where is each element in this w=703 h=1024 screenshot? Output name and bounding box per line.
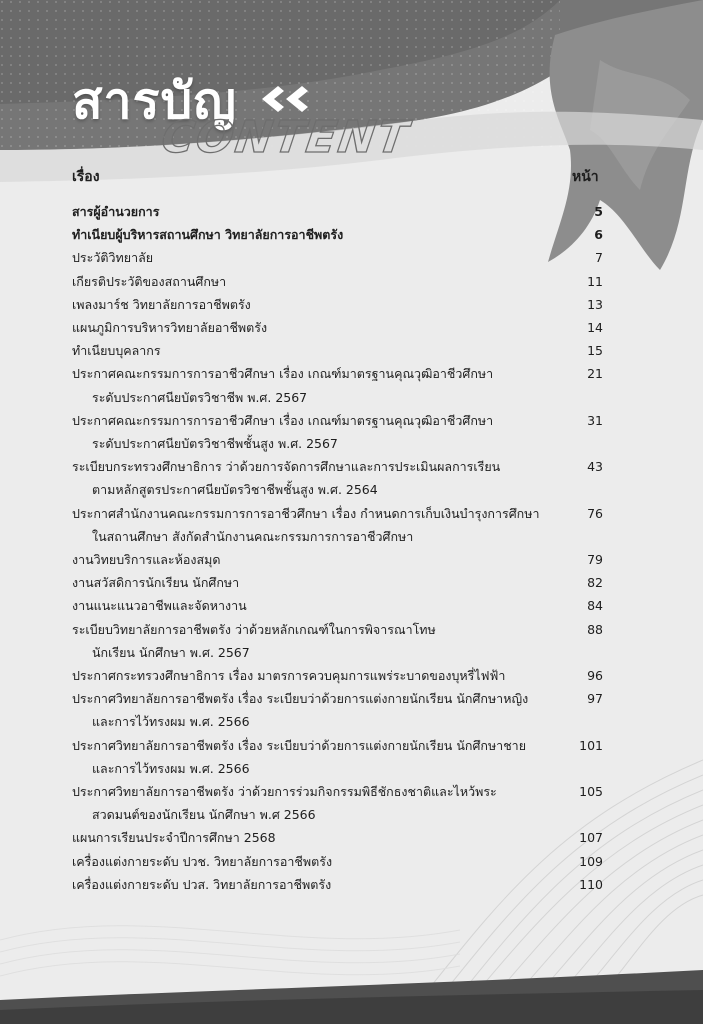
toc-entry xyxy=(72,293,603,316)
toc-entry-title-line: เครื่องแต่งกายระดับ ปวช. วิทยาลัยการอาชีพตรัง xyxy=(72,853,333,869)
toc-entry xyxy=(72,270,603,293)
toc-entry xyxy=(72,780,603,826)
toc-entry-title-continuation: ระดับประกาศนียบัตรวิชาชีพ พ.ศ. 2567 xyxy=(92,389,308,405)
toc-entry-title xyxy=(72,548,569,571)
toc-entry xyxy=(72,873,603,896)
toc-entry xyxy=(72,409,603,455)
toc-entry-title-line: ประกาศคณะกรรมการการอาชีวศึกษา เรื่อง เกณฑ์มาตรฐานคุณวุฒิอาชีวศึกษา xyxy=(72,366,494,382)
toc-entry-title-line: แผนภูมิการบริหารวิทยาลัยอาชีพตรัง xyxy=(72,320,268,336)
toc-entry-title-line: งานสวัสดิการนักเรียน นักศึกษา xyxy=(72,575,240,591)
toc-entry-title-line: แผนการเรียนประจำปีการศึกษา 2568 xyxy=(72,830,276,846)
toc-entry xyxy=(72,850,603,873)
toc-entry-title-line: สารผู้อำนวยการ xyxy=(72,204,160,219)
toc-entry-title xyxy=(72,455,569,501)
toc-entry xyxy=(72,246,603,269)
toc-entry-title-continuation: และการไว้ทรงผม พ.ศ. 2566 xyxy=(92,714,250,730)
toc-entry xyxy=(72,455,603,501)
toc-entry-page-number: 84 xyxy=(587,598,603,614)
toc-entry-title-continuation: สวดมนต์ของนักเรียน นักศึกษา พ.ศ 2566 xyxy=(92,807,316,823)
toc-entry-page-number: 79 xyxy=(587,552,603,568)
toc-entry-title xyxy=(72,826,569,849)
toc-entry-page-number: 82 xyxy=(587,575,603,591)
toc-entry-title xyxy=(72,594,569,617)
toc-entry xyxy=(72,687,603,733)
toc-entry-title-line: ประกาศวิทยาลัยการอาชีพตรัง เรื่อง ระเบียบว่าด้วยการแต่งกายนักเรียน นักศึกษาหญิง xyxy=(72,691,529,707)
toc-entry-title-line: ประกาศคณะกรรมการการอาชีวศึกษา เรื่อง เกณฑ์มาตรฐานคุณวุฒิอาชีวศึกษา xyxy=(72,412,494,428)
toc-entry xyxy=(72,339,603,362)
toc-entry-title xyxy=(72,780,569,826)
toc-entry-title-continuation: ตามหลักสูตรประกาศนียบัตรวิชาชีพชั้นสูง พ.ศ. 2564 xyxy=(92,482,378,498)
toc-entry-title xyxy=(72,293,569,316)
toc-entry-title-continuation: และการไว้ทรงผม พ.ศ. 2566 xyxy=(92,760,250,776)
column-header-page: หน้า xyxy=(572,169,599,185)
toc-entry-title xyxy=(72,270,569,293)
toc-entry-page-number: 31 xyxy=(587,412,603,428)
toc-entry-page-number: 76 xyxy=(587,505,603,521)
toc-entry-title-continuation: นักเรียน นักศึกษา พ.ศ. 2567 xyxy=(92,644,250,660)
toc-entry-page-number: 88 xyxy=(587,621,603,637)
toc-entry-title-line: ทำเนียบผู้บริหารสถานศึกษา วิทยาลัยการอาชีพตรัง xyxy=(72,227,344,243)
toc-entry-title xyxy=(72,409,569,455)
toc-entry-page-number: 5 xyxy=(594,204,603,219)
toc-entry xyxy=(72,734,603,780)
toc-entry-title xyxy=(72,687,569,733)
toc-entry-title xyxy=(72,362,569,408)
toc-entry-title-line: ประกาศวิทยาลัยการอาชีพตรัง ว่าด้วยการร่วมกิจกรรมพิธีชักธงชาติและไหว้พระ xyxy=(72,784,497,800)
toc-entry-page-number: 6 xyxy=(594,227,603,243)
toc-entry-title-continuation: ในสถานศึกษา สังกัดสำนักงานคณะกรรมการการอาชีวศึกษา xyxy=(92,528,414,544)
toc-entry-page-number: 97 xyxy=(587,691,603,707)
toc-entry xyxy=(72,594,603,617)
toc-entry-title-line: เกียรติประวัติของสถานศึกษา xyxy=(72,273,227,289)
toc-entry-title-line: ระเบียบวิทยาลัยการอาชีพตรัง ว่าด้วยหลักเกณฑ์ในการพิจารณาโทษ xyxy=(72,621,436,637)
toc-entry-page-number: 101 xyxy=(579,737,603,753)
toc-entry-title xyxy=(72,339,569,362)
toc-entry xyxy=(72,362,603,408)
table-of-contents xyxy=(72,200,603,896)
toc-entry-title-line: ทำเนียบบุคลากร xyxy=(72,343,161,359)
toc-entry xyxy=(72,502,603,548)
toc-entry-page-number: 96 xyxy=(587,668,603,684)
toc-entry xyxy=(72,618,603,664)
double-chevron-left-icon xyxy=(258,84,314,114)
toc-entry-title xyxy=(72,316,569,339)
toc-entry xyxy=(72,200,603,223)
toc-entry-title xyxy=(72,664,569,687)
page-title: สารบัญ xyxy=(72,72,237,130)
toc-entry-title xyxy=(72,246,569,269)
column-header-topic: เรื่อง xyxy=(72,169,100,185)
toc-entry-title xyxy=(72,873,569,896)
toc-entry-title-line: งานแนะแนวอาชีพและจัดหางาน xyxy=(72,598,247,614)
toc-entry-title-line: ประกาศสำนักงานคณะกรรมการการอาชีวศึกษา เรื่อง กำหนดการเก็บเงินบำรุงการศึกษา xyxy=(72,505,540,521)
toc-entry-title-line: ระเบียบกระทรวงศึกษาธิการ ว่าด้วยการจัดการศึกษาและการประเมินผลการเรียน xyxy=(72,459,501,475)
toc-entry-page-number: 11 xyxy=(587,273,603,289)
toc-entry-page-number: 13 xyxy=(587,296,603,312)
toc-entry-title-continuation: ระดับประกาศนียบัตรวิชาชีพชั้นสูง พ.ศ. 2567 xyxy=(92,436,338,452)
toc-entry xyxy=(72,571,603,594)
toc-entry-title xyxy=(72,223,569,246)
toc-entry-title-line: ประกาศกระทรวงศึกษาธิการ เรื่อง มาตรการควบคุมการแพร่ระบาดของบุหรี่ไฟฟ้า xyxy=(72,668,506,684)
toc-entry-title-line: ประกาศวิทยาลัยการอาชีพตรัง เรื่อง ระเบียบว่าด้วยการแต่งกายนักเรียน นักศึกษาชาย xyxy=(72,737,527,753)
toc-entry xyxy=(72,223,603,246)
toc-entry-page-number: 14 xyxy=(587,320,603,336)
toc-entry-page-number: 43 xyxy=(587,459,603,475)
toc-entry-title-line: เพลงมาร์ช วิทยาลัยการอาชีพตรัง xyxy=(72,296,251,312)
toc-entry-page-number: 105 xyxy=(579,784,603,800)
toc-entry-page-number: 109 xyxy=(579,853,603,869)
toc-entry-page-number: 7 xyxy=(595,250,603,266)
toc-entry xyxy=(72,548,603,571)
toc-entry-title xyxy=(72,502,569,548)
toc-entry-title xyxy=(72,618,569,664)
toc-entry-page-number: 107 xyxy=(579,830,603,846)
page-subtitle: CONTENT xyxy=(158,112,414,163)
toc-entry xyxy=(72,316,603,339)
toc-entry-title-line: งานวิทยบริการและห้องสมุด xyxy=(72,552,221,568)
toc-entry-page-number: 15 xyxy=(587,343,603,359)
toc-entry xyxy=(72,826,603,849)
toc-entry-title xyxy=(72,850,569,873)
toc-entry-page-number: 110 xyxy=(579,876,603,892)
toc-entry xyxy=(72,664,603,687)
toc-entry-title xyxy=(72,734,569,780)
toc-entry-title xyxy=(72,200,569,223)
toc-entry-title-line: ประวัติวิทยาลัย xyxy=(72,250,154,266)
toc-entry-page-number: 21 xyxy=(587,366,603,382)
toc-entry-title-line: เครื่องแต่งกายระดับ ปวส. วิทยาลัยการอาชีพตรัง xyxy=(72,876,332,892)
toc-entry-title xyxy=(72,571,569,594)
